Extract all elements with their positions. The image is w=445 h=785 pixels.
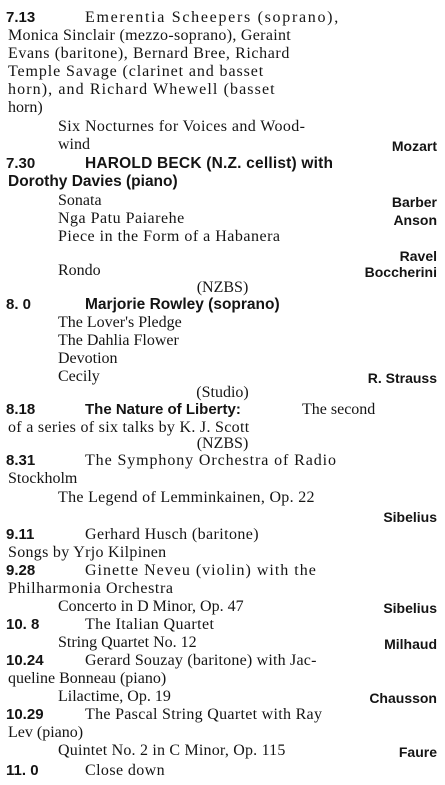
song-title: Devotion: [58, 350, 118, 367]
work-title: Quintet No. 2 in C Minor, Op. 115: [58, 742, 286, 759]
work-title: Sonata: [58, 192, 102, 209]
song-title: Cecily: [58, 368, 100, 385]
performers-line: Emerentia Scheepers (soprano),: [85, 9, 340, 26]
work-title: Concerto in D Minor, Op. 47: [58, 598, 244, 615]
performers-line: horn): [8, 99, 43, 116]
performers-line: The Italian Quartet: [85, 616, 215, 633]
time-11-00: 11. 0: [6, 762, 39, 779]
station-credit: (NZBS): [196, 435, 249, 452]
time-8-00: 8. 0: [6, 296, 32, 313]
work-title: Piece in the Form of a Habanera: [58, 228, 281, 245]
talk-description: of a series of six talks by K. J. Scott: [8, 419, 250, 436]
performers-line: Temple Savage (clarinet and basset: [8, 63, 265, 80]
performers-line: Ginette Neveu (violin) with the: [85, 562, 317, 579]
featured-performer: HAROLD BECK (N.Z. cellist) with: [85, 155, 334, 172]
composer: Chausson: [369, 690, 437, 706]
work-title: Nga Patu Paiarehe: [58, 210, 185, 227]
work-title: Lilactime, Op. 19: [58, 688, 171, 705]
performers-line: Gerhard Husch (baritone): [85, 526, 259, 543]
time-9-28: 9.28: [6, 562, 36, 579]
performers-line: Gerard Souzay (baritone) with Jac-: [85, 652, 317, 669]
talk-description: The second: [302, 401, 376, 418]
performers-line: Evans (baritone), Bernard Bree, Richard: [8, 45, 290, 62]
song-title: The Lover's Pledge: [58, 314, 182, 331]
composer: Barber: [391, 194, 437, 210]
performers-line: queline Bonneau (piano): [8, 670, 167, 687]
work-title: Rondo: [58, 262, 101, 279]
time-10-08: 10. 8: [6, 616, 40, 633]
time-7-13: 7.13: [6, 9, 36, 26]
time-10-29: 10.29: [6, 706, 44, 723]
featured-performer: Dorothy Davies (piano): [8, 173, 178, 190]
composer: Milhaud: [384, 636, 437, 652]
composer: Faure: [398, 744, 437, 760]
time-9-11: 9.11: [6, 526, 35, 543]
composer: Sibelius: [383, 600, 437, 616]
composer: R. Strauss: [367, 370, 437, 386]
performers-line: Monica Sinclair (mezzo-soprano), Geraint: [8, 27, 292, 44]
composer: Ravel: [399, 248, 437, 264]
station-credit: (Studio): [196, 384, 249, 401]
time-8-31: 8.31: [6, 452, 36, 469]
work-title: Songs by Yrjo Kilpinen: [8, 544, 167, 561]
talk-title: The Nature of Liberty:: [85, 401, 241, 418]
performers-line: The Pascal String Quartet with Ray: [85, 706, 323, 723]
performers-line: horn), and Richard Whewell (basset: [8, 81, 276, 98]
time-7-30: 7.30: [6, 155, 36, 172]
composer: Anson: [393, 212, 437, 228]
song-title: The Dahlia Flower: [58, 332, 179, 349]
performers-line: The Symphony Orchestra of Radio: [85, 452, 337, 469]
composer: Boccherini: [364, 264, 437, 280]
work-title: Six Nocturnes for Voices and Wood-: [58, 118, 306, 135]
performers-line: Philharmonia Orchestra: [8, 580, 174, 597]
work-title: The Legend of Lemminkainen, Op. 22: [58, 489, 315, 506]
time-8-18: 8.18: [6, 401, 36, 418]
work-title: wind: [58, 136, 90, 153]
performers-line: Stockholm: [8, 470, 78, 487]
work-title: String Quartet No. 12: [58, 634, 197, 651]
featured-performer: Marjorie Rowley (soprano): [85, 296, 280, 313]
time-10-24: 10.24: [6, 652, 44, 669]
composer: Sibelius: [383, 509, 437, 525]
performers-line: Lev (piano): [8, 724, 84, 741]
station-credit: (NZBS): [196, 279, 249, 296]
composer: Mozart: [391, 138, 437, 154]
close-down: Close down: [85, 762, 165, 779]
